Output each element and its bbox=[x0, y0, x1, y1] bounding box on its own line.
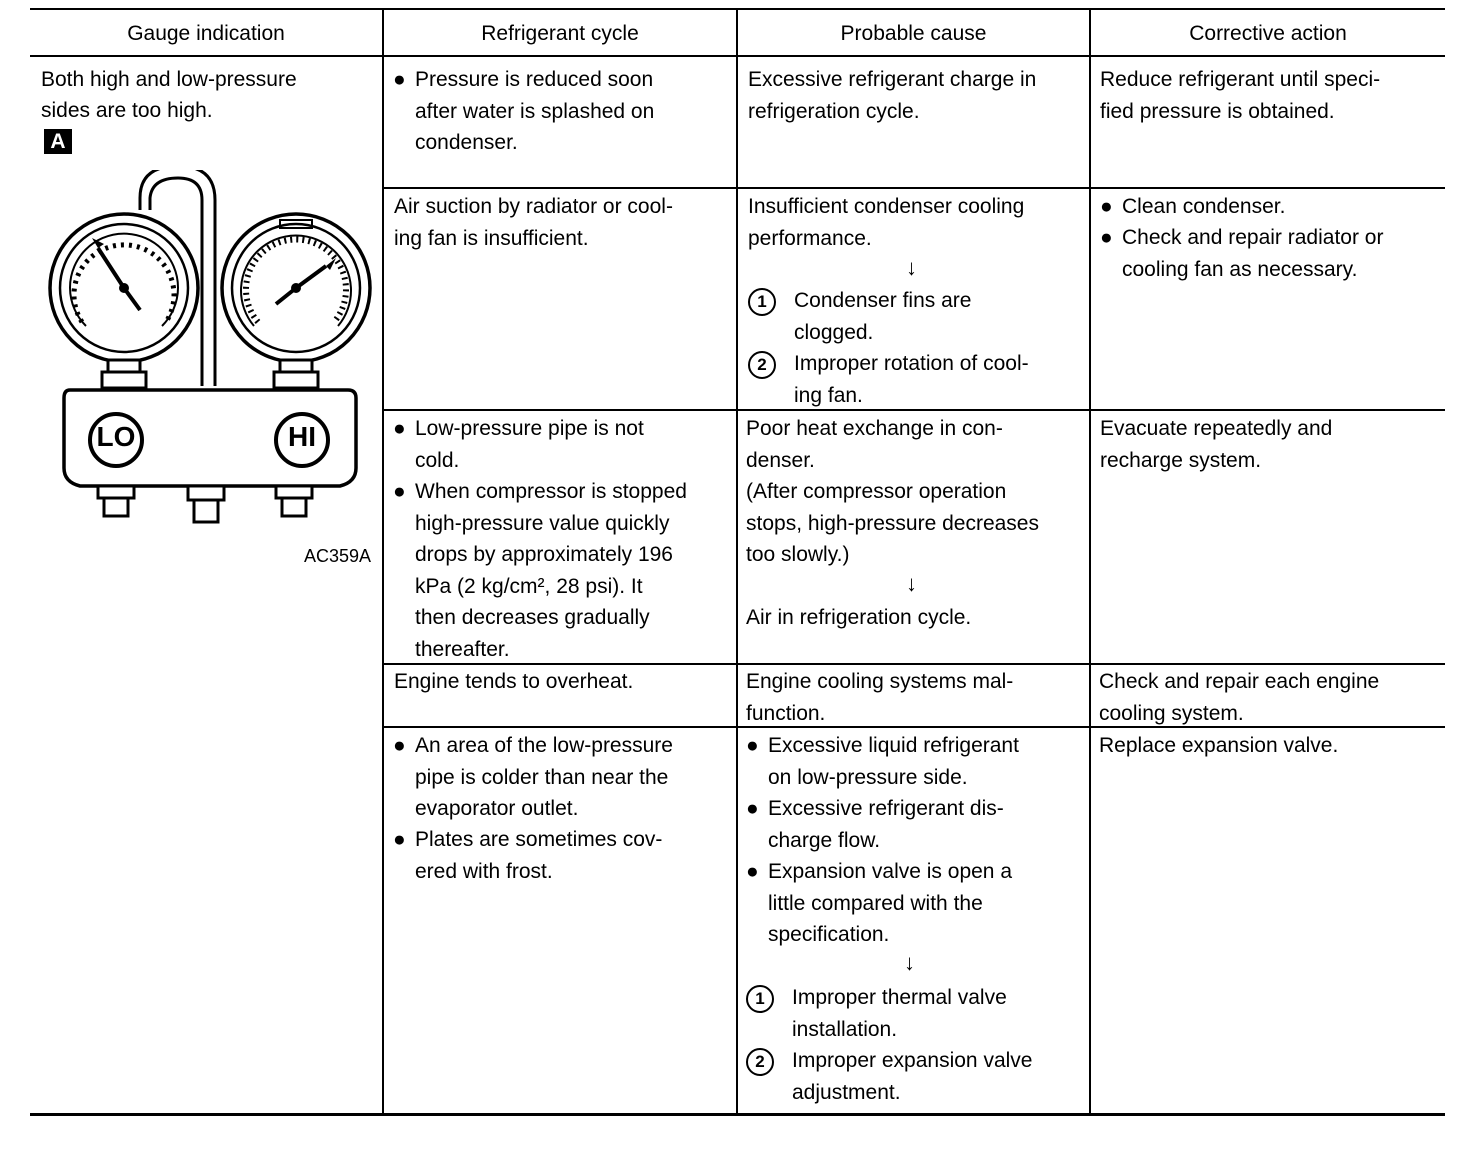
row2-cause-item-1 bbox=[794, 285, 971, 348]
down-arrow-icon: ↓ bbox=[906, 255, 917, 280]
col-divider-3 bbox=[1089, 8, 1091, 1115]
bullet-line: Plates are sometimes cov- bbox=[415, 828, 663, 851]
action-line: Reduce refrigerant until speci- bbox=[1100, 68, 1381, 91]
gauge-text-line-1: Both high and low-pressure bbox=[41, 68, 297, 91]
row4-cause bbox=[746, 666, 1013, 729]
number-circle-icon: 2 bbox=[748, 351, 776, 379]
cause-line: too slowly.) bbox=[746, 543, 850, 566]
row4-cycle: Engine tends to overheat. bbox=[394, 670, 634, 693]
cause-line: refrigeration cycle. bbox=[748, 99, 920, 123]
bullet-dot: ● bbox=[393, 417, 406, 440]
header-corrective-action: Corrective action bbox=[1189, 22, 1347, 45]
cause-line: Poor heat exchange in con- bbox=[746, 417, 1003, 440]
cause-line: clogged. bbox=[794, 320, 874, 344]
cycle-line: ing fan is insufficient. bbox=[394, 226, 589, 250]
cause-line: installation. bbox=[792, 1017, 898, 1041]
row5-cause-item-1 bbox=[792, 982, 1007, 1045]
bullet-dot: ● bbox=[393, 480, 406, 503]
bullet-line: specification. bbox=[768, 923, 890, 946]
bullet-line: thereafter. bbox=[415, 637, 510, 661]
bullet-line: cooling fan as necessary. bbox=[1122, 257, 1358, 281]
bullet-line: evaporator outlet. bbox=[415, 797, 579, 820]
bullet-line: after water is splashed on bbox=[415, 99, 655, 123]
row4-action bbox=[1099, 666, 1379, 729]
cause-line: Condenser fins are bbox=[794, 289, 972, 312]
manifold-gauge-illustration bbox=[40, 170, 380, 540]
row3-cause bbox=[746, 413, 1039, 571]
bullet-line: then decreases gradually bbox=[415, 606, 650, 629]
cause-line: Excessive refrigerant charge in bbox=[748, 68, 1037, 91]
row1-action bbox=[1100, 64, 1380, 127]
cause-line: Improper thermal valve bbox=[792, 986, 1007, 1009]
bullet-line: charge flow. bbox=[768, 828, 881, 852]
bullet-line: Expansion valve is open a bbox=[768, 860, 1012, 883]
figure-code: AC359A bbox=[304, 546, 372, 566]
bullet-line: drops by approximately 196 bbox=[415, 543, 673, 566]
bullet-dot: ● bbox=[393, 828, 406, 851]
row1-cause bbox=[748, 64, 1036, 127]
cause-line: Insufficient condenser cooling bbox=[748, 195, 1025, 218]
bullet-line: on low-pressure side. bbox=[768, 765, 968, 789]
col-divider-1 bbox=[382, 8, 384, 1115]
cause-line: adjustment. bbox=[792, 1080, 901, 1104]
action-line: Evacuate repeatedly and bbox=[1100, 417, 1333, 440]
bullet-line: cold. bbox=[415, 448, 460, 472]
bullet-line: Pressure is reduced soon bbox=[415, 68, 654, 91]
row2-cause-item-2 bbox=[794, 348, 1029, 411]
row2-cycle bbox=[394, 191, 673, 254]
cause-line: (After compressor operation bbox=[746, 480, 1007, 503]
bullet-line: kPa (2 kg/cm², 28 psi). It bbox=[415, 574, 643, 598]
action-line: cooling system. bbox=[1099, 701, 1244, 725]
bullet-line: Low-pressure pipe is not bbox=[415, 417, 644, 440]
number-circle-icon: 2 bbox=[746, 1048, 774, 1076]
bullet-line: Excessive liquid refrigerant bbox=[768, 734, 1019, 757]
down-arrow-icon: ↓ bbox=[904, 950, 915, 975]
bullet-line: An area of the low-pressure bbox=[415, 734, 673, 757]
bullet-line: little compared with the bbox=[768, 891, 983, 915]
row2-cause bbox=[748, 191, 1024, 254]
action-line: fied pressure is obtained. bbox=[1100, 99, 1335, 123]
cause-line: stops, high-pressure decreases bbox=[746, 511, 1039, 535]
down-arrow-icon: ↓ bbox=[906, 571, 917, 596]
header-probable-cause: Probable cause bbox=[840, 22, 987, 45]
gauge-tag-badge: A bbox=[44, 129, 72, 154]
header-gauge-indication: Gauge indication bbox=[127, 22, 285, 45]
bullet-line: When compressor is stopped bbox=[415, 480, 687, 503]
bullet-line: Excessive refrigerant dis- bbox=[768, 797, 1004, 820]
cause-line: ing fan. bbox=[794, 383, 863, 407]
row3-cause-after: Air in refrigeration cycle. bbox=[746, 606, 972, 629]
gauge-text-line-2: sides are too high. bbox=[41, 99, 213, 122]
bullet-line: ered with frost. bbox=[415, 859, 553, 883]
row5-cause-item-2 bbox=[792, 1045, 1032, 1108]
cycle-line: Air suction by radiator or cool- bbox=[394, 195, 673, 218]
bullet-dot: ● bbox=[393, 734, 406, 757]
hi-port-label: HI bbox=[288, 421, 316, 452]
bullet-dot: ● bbox=[1100, 195, 1113, 218]
bullet-line: pipe is colder than near the bbox=[415, 765, 669, 789]
action-line: Check and repair each engine bbox=[1099, 670, 1380, 693]
row3-action bbox=[1100, 413, 1332, 476]
cause-line: performance. bbox=[748, 226, 872, 250]
row5-action: Replace expansion valve. bbox=[1099, 734, 1339, 757]
cause-line: Improper rotation of cool- bbox=[794, 352, 1029, 375]
cause-line: Engine cooling systems mal- bbox=[746, 670, 1014, 693]
header-refrigerant-cycle: Refrigerant cycle bbox=[481, 22, 639, 45]
cause-line: Improper expansion valve bbox=[792, 1049, 1033, 1072]
row-divider-1 bbox=[382, 187, 1445, 189]
bullet-dot: ● bbox=[746, 797, 759, 820]
lo-port-label: LO bbox=[96, 421, 136, 452]
bullet-dot: ● bbox=[746, 860, 759, 883]
cause-line: denser. bbox=[746, 448, 815, 472]
bullet-dot: ● bbox=[746, 734, 759, 757]
bullet-line: Check and repair radiator or bbox=[1122, 226, 1384, 249]
bullet-line: high-pressure value quickly bbox=[415, 511, 670, 535]
bullet-line: Clean condenser. bbox=[1122, 195, 1286, 218]
col-divider-2 bbox=[736, 8, 738, 1115]
action-line: recharge system. bbox=[1100, 448, 1262, 472]
number-circle-icon: 1 bbox=[748, 288, 776, 316]
bullet-dot: ● bbox=[393, 68, 406, 91]
cause-line: function. bbox=[746, 701, 826, 725]
bullet-dot: ● bbox=[1100, 226, 1113, 249]
number-circle-icon: 1 bbox=[746, 985, 774, 1013]
bullet-line: condenser. bbox=[415, 131, 518, 154]
